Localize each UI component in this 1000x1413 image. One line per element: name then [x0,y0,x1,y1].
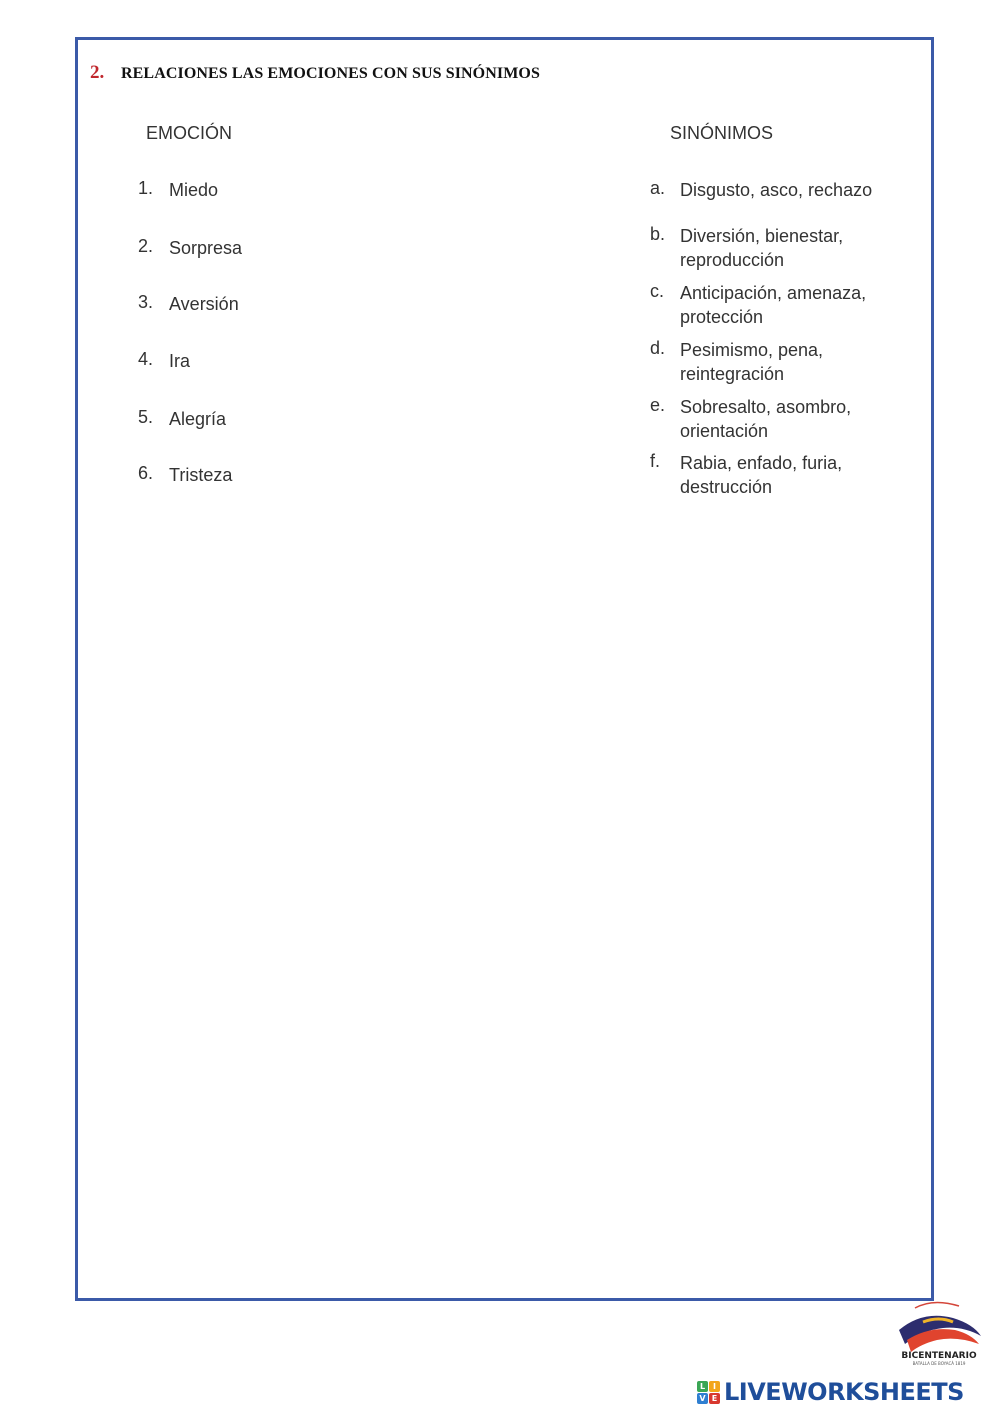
emotion-label: Sorpresa [169,238,243,258]
exercise-instruction: RELACIONES LAS EMOCIONES CON SUS SINÓNIMOS [121,65,540,82]
synonym-label: Anticipación, amenaza, protección [680,283,867,327]
exercise-heading [90,62,540,84]
emotion-item [138,236,242,260]
synonym-item [650,395,900,443]
emotion-item [138,292,239,316]
exercise-number: 2. [90,62,105,83]
synonym-item [650,281,900,329]
emotion-item [138,463,232,487]
synonym-letter: d. [650,338,666,358]
synonym-label: Pesimismo, pena, reintegración [680,340,824,384]
emotion-number: 5. [138,407,154,427]
live-badge-icon [697,1381,720,1404]
bicentenario-logo [893,1300,985,1368]
synonym-item [650,224,900,272]
emotion-number: 1. [138,178,154,198]
emotion-number: 6. [138,463,154,483]
synonym-label: Diversión, bienestar, reproducción [680,226,844,270]
synonym-item [650,338,900,386]
badge-letter: I [709,1381,720,1392]
emotion-label: Tristeza [169,465,233,485]
liveworksheets-wordmark: LIVEWORKSHEETS [724,1378,964,1406]
synonym-item [650,178,900,202]
emotion-item [138,407,226,431]
bicentenario-logo-text: BICENTENARIO [901,1351,977,1361]
badge-letter: L [697,1381,708,1392]
emotion-number: 2. [138,236,154,256]
synonym-label: Rabia, enfado, furia, destrucción [680,453,843,497]
synonym-letter: f. [650,451,661,471]
synonym-letter: a. [650,178,666,198]
emotion-column-title: EMOCIÓN [146,123,233,143]
synonym-letter: b. [650,224,666,244]
bicentenario-logo-subtext: BATALLA DE BOYACÁ 1819 [912,1361,966,1366]
liveworksheets-logo [697,1378,964,1406]
synonym-letter: c. [650,281,665,301]
badge-letter: V [697,1393,708,1404]
emotion-number: 3. [138,292,154,312]
synonym-letter: e. [650,395,666,415]
emotion-item [138,349,190,373]
emotion-label: Alegría [169,409,227,429]
synonym-label: Disgusto, asco, rechazo [680,180,873,200]
synonym-label: Sobresalto, asombro, orientación [680,397,852,441]
emotion-item [138,178,218,202]
emotion-label: Aversión [169,294,239,314]
synonyms-column-title: SINÓNIMOS [670,123,774,143]
synonym-item [650,451,900,499]
emotion-label: Miedo [169,180,219,200]
badge-letter: E [709,1393,720,1404]
emotion-number: 4. [138,349,154,369]
emotion-label: Ira [169,351,191,371]
